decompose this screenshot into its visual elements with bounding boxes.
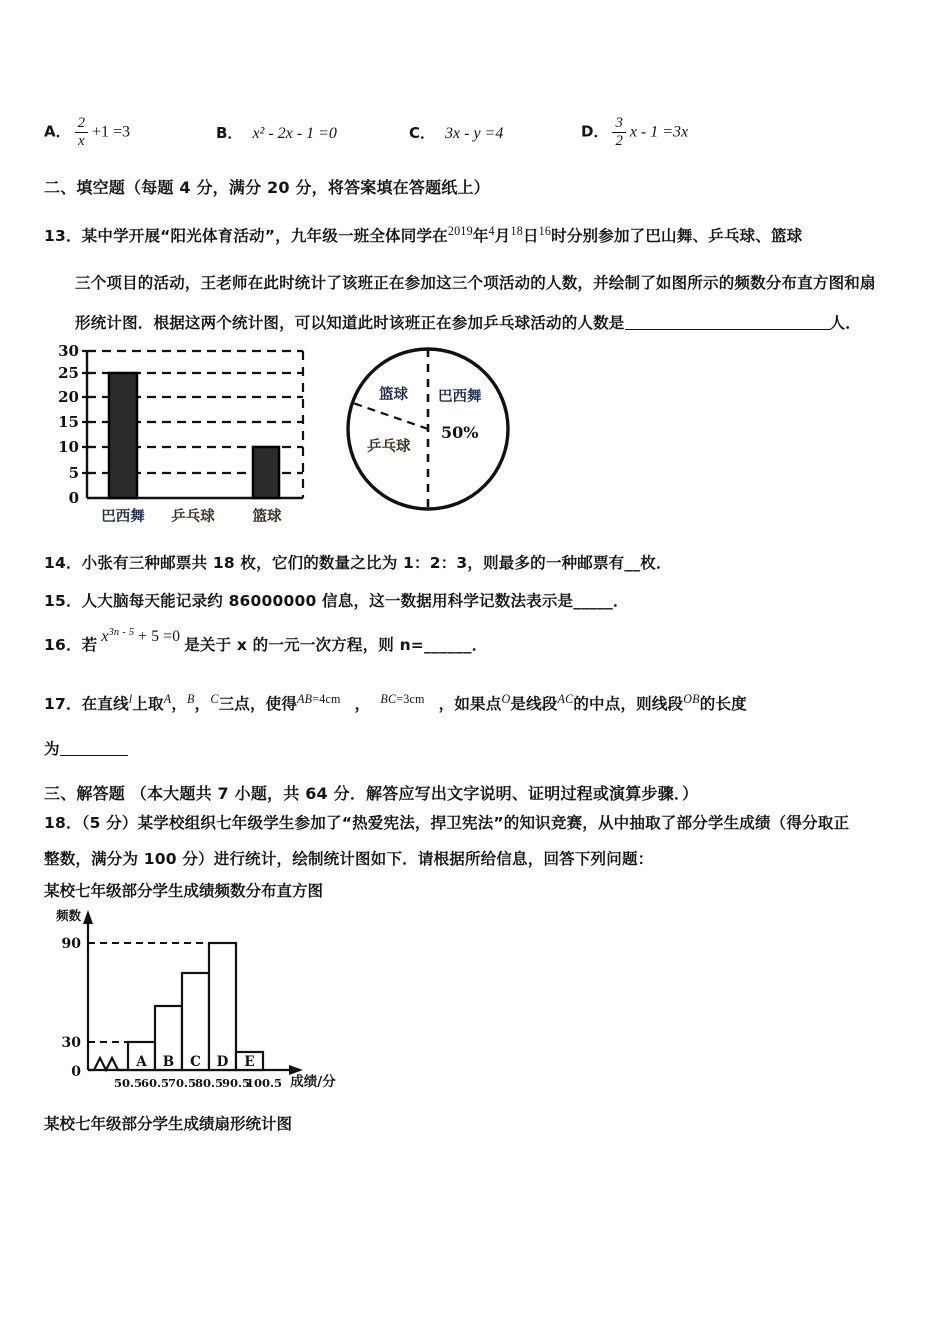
- choice-a-fraction: [75, 116, 88, 150]
- x-tick-70-5: 70.5: [167, 1076, 197, 1090]
- question-16-tail: 是关于 x 的一元一次方程，则 n=______．: [184, 636, 488, 655]
- question-17-p3: 三点，使得: [218, 695, 298, 714]
- question-13-figure: [45, 338, 525, 533]
- bar-d: [209, 943, 236, 1070]
- pie-label-pingpang: 乒乓球: [367, 439, 411, 455]
- pie-chart-q13: [348, 349, 508, 509]
- question-17-p6: 的中点，则线段: [573, 695, 684, 714]
- question-13-month: 4: [488, 224, 495, 238]
- question-17-p5: 是线段: [510, 695, 558, 714]
- choice-d-fraction: [612, 116, 625, 150]
- question-17-point-c: C: [210, 692, 219, 706]
- question-17-line-l: l: [128, 692, 133, 706]
- question-17-point-o: O: [501, 692, 511, 706]
- x-tick-80-5: 80.5: [194, 1076, 224, 1090]
- question-15-number: 15．: [44, 592, 82, 610]
- question-18-line-2: 整数，满分为 100 分）进行统计，绘制统计图如下．请根据所给信息，回答下列问题：: [44, 850, 654, 868]
- choice-b-expression: x² - 2x - 1 =0: [252, 125, 337, 142]
- question-17-point-a: A: [163, 692, 172, 706]
- bar-label-c: C: [190, 1054, 201, 1070]
- question-17-comma-1: ，: [171, 695, 188, 714]
- question-17-answer-blank[interactable]: [60, 740, 128, 757]
- question-17-line-1: [44, 690, 747, 716]
- bar-label-d: D: [216, 1054, 229, 1070]
- choice-a[interactable]: [44, 116, 130, 150]
- question-14-number: 14．: [44, 554, 82, 572]
- y-axis-arrow: [83, 910, 93, 924]
- choice-d-rest: x - 1 =3x: [629, 123, 689, 141]
- question-17-point-b: B: [187, 692, 195, 706]
- x-tick-100-5: 100.5: [245, 1076, 283, 1090]
- question-16-expression: [101, 628, 180, 645]
- bar-label-e: E: [244, 1054, 255, 1070]
- y-tick-15: 15: [58, 413, 79, 431]
- pie-label-lanqiu: 篮球: [379, 387, 408, 403]
- question-17-p2: 上取: [132, 695, 164, 714]
- question-13-text-a: 某中学开展“阳光体育活动”，九年级一班全体同学在: [81, 227, 448, 246]
- question-13-year: 2019: [447, 224, 473, 238]
- axis-break-zigzag: [88, 1058, 124, 1070]
- choice-d-numerator: 3: [615, 115, 623, 131]
- bar-lanqiu: [253, 447, 279, 498]
- category-label-baxiwu: 巴西舞: [101, 509, 145, 525]
- question-13-hour: 16: [538, 224, 552, 238]
- question-16: [44, 627, 488, 657]
- section-2-heading: 二、填空题（每题 4 分，满分 20 分，将答案填在答题纸上）: [44, 178, 490, 197]
- question-17-line2-text: 为: [44, 740, 60, 758]
- y-tick-90: 90: [61, 936, 81, 952]
- pie-label-baxiwu: 巴西舞: [438, 389, 482, 405]
- y-tick-0: 0: [68, 489, 79, 507]
- x-axis-label: 成绩/分: [290, 1074, 336, 1090]
- category-label-pingpang: 乒乓球: [171, 509, 215, 525]
- category-label-lanqiu: 篮球: [252, 509, 282, 525]
- question-13-hour-unit: 时分别参加了巴山舞、乒乓球、篮球: [551, 227, 803, 246]
- y-tick-5: 5: [68, 464, 79, 482]
- question-13-line-1: [44, 222, 802, 248]
- x-tick-50-5: 50.5: [113, 1076, 143, 1090]
- pie-caption: 某校七年级部分学生成绩扇形统计图: [44, 1115, 293, 1133]
- question-17-comma-3: ，: [354, 695, 371, 714]
- pie-data-label-50: 50%: [441, 423, 479, 442]
- bar-chart-q13: [58, 342, 303, 525]
- section-3-heading: 三、解答题 （本大题共 7 小题，共 64 分．解答应写出文字说明、证明过程或演算步骤．）: [44, 784, 699, 803]
- choice-c-expression: 3x - y =4: [445, 125, 504, 142]
- question-17-line-2: [44, 738, 128, 761]
- question-13-month-unit: 月: [494, 227, 511, 246]
- y-tick-20: 20: [58, 388, 79, 406]
- question-15-text: 人大脑每天能记录约 86000000 信息，这一数据用科学记数法表示是_____．: [81, 592, 629, 610]
- question-14-text: 小张有三种邮票共 18 枚，它们的数量之比为 1：2：3，则最多的一种邮票有__枚．: [81, 554, 672, 572]
- question-18-line-1: [44, 812, 849, 835]
- question-16-base: x: [101, 628, 109, 646]
- answer-choices-row: [44, 96, 904, 154]
- choice-a-label: A．: [44, 122, 71, 141]
- y-axis-label: 频数: [56, 908, 82, 923]
- question-13-answer-blank[interactable]: [625, 314, 830, 331]
- bar-label-b: B: [162, 1054, 175, 1070]
- histogram-caption: 某校七年级部分学生成绩频数分布直方图: [44, 882, 324, 900]
- choice-c[interactable]: [409, 122, 503, 143]
- question-17-segment-ob: OB: [683, 692, 700, 706]
- question-18-histogram: [48, 900, 378, 1095]
- question-13-line-2: 三个项目的活动，王老师在此时统计了该班正在参加这三个项活动的人数，并绘制了如图所示的频数分布直方图和扇: [75, 274, 876, 292]
- question-17-segment-ab-value: =4cm: [312, 692, 341, 706]
- question-15: [44, 590, 629, 613]
- x-tick-60-5: 60.5: [140, 1076, 170, 1090]
- choice-b[interactable]: [216, 122, 337, 143]
- choice-c-label: C．: [409, 124, 436, 142]
- question-17-segment-ab: AB: [297, 692, 313, 706]
- question-13-text-c: 形统计图．根据这两个统计图，可以知道此时该班正在参加乒乓球活动的人数是: [75, 314, 625, 332]
- y-tick-25: 25: [58, 364, 79, 382]
- y-tick-10: 10: [58, 438, 79, 456]
- bar-baxiwu: [109, 373, 137, 498]
- question-13-day: 18: [510, 224, 523, 238]
- choice-a-numerator: 2: [77, 115, 85, 131]
- question-17-comma-4: ，: [438, 695, 455, 714]
- question-13-number: 13．: [44, 227, 82, 246]
- question-17-segment-ac: AC: [557, 692, 574, 706]
- y-tick-0: 0: [71, 1064, 81, 1080]
- question-14: [44, 552, 672, 575]
- choice-d[interactable]: [581, 116, 688, 150]
- question-13-year-unit: 年: [472, 227, 489, 246]
- question-13-text-d: 人．: [829, 314, 861, 332]
- bar-label-a: A: [136, 1054, 147, 1070]
- histogram-svg: [48, 900, 378, 1095]
- question-16-rest: + 5 =0: [138, 628, 181, 646]
- choice-b-label: B．: [216, 124, 243, 142]
- question-18-text-1: （5 分）某学校组织七年级学生参加了“热爱宪法，捍卫宪法”的知识竞赛，从中抽取了部分学生成绩（得分取正: [81, 814, 850, 832]
- question-13-day-unit: 日: [522, 227, 539, 246]
- choice-d-denominator: 2: [615, 133, 623, 150]
- y-tick-30: 30: [58, 342, 79, 360]
- x-tick-90-5: 90.5: [221, 1076, 251, 1090]
- question-17-number: 17．: [44, 695, 82, 714]
- question-18-number: 18．: [44, 814, 82, 832]
- question-16-lead: 若: [81, 636, 98, 655]
- histogram-bars: [128, 943, 263, 1070]
- question-16-exponent: 3n - 5: [108, 627, 135, 638]
- choice-d-label: D．: [581, 122, 609, 141]
- choice-a-rest: +1 =3: [91, 123, 131, 141]
- question-17-segment-bc-value: =3cm: [396, 692, 425, 706]
- y-tick-30: 30: [61, 1035, 81, 1051]
- question-17-segment-bc: BC: [380, 692, 397, 706]
- question-17-comma-2: ，: [194, 695, 211, 714]
- question-17-p1: 在直线: [81, 695, 129, 714]
- question-17-p4: 如果点: [454, 695, 502, 714]
- question-17-p7: 的长度: [699, 695, 747, 714]
- question-13-charts-svg: [45, 338, 525, 533]
- question-16-number: 16．: [44, 636, 82, 655]
- choice-a-denominator: x: [78, 133, 85, 150]
- question-13-line-3: [75, 312, 861, 335]
